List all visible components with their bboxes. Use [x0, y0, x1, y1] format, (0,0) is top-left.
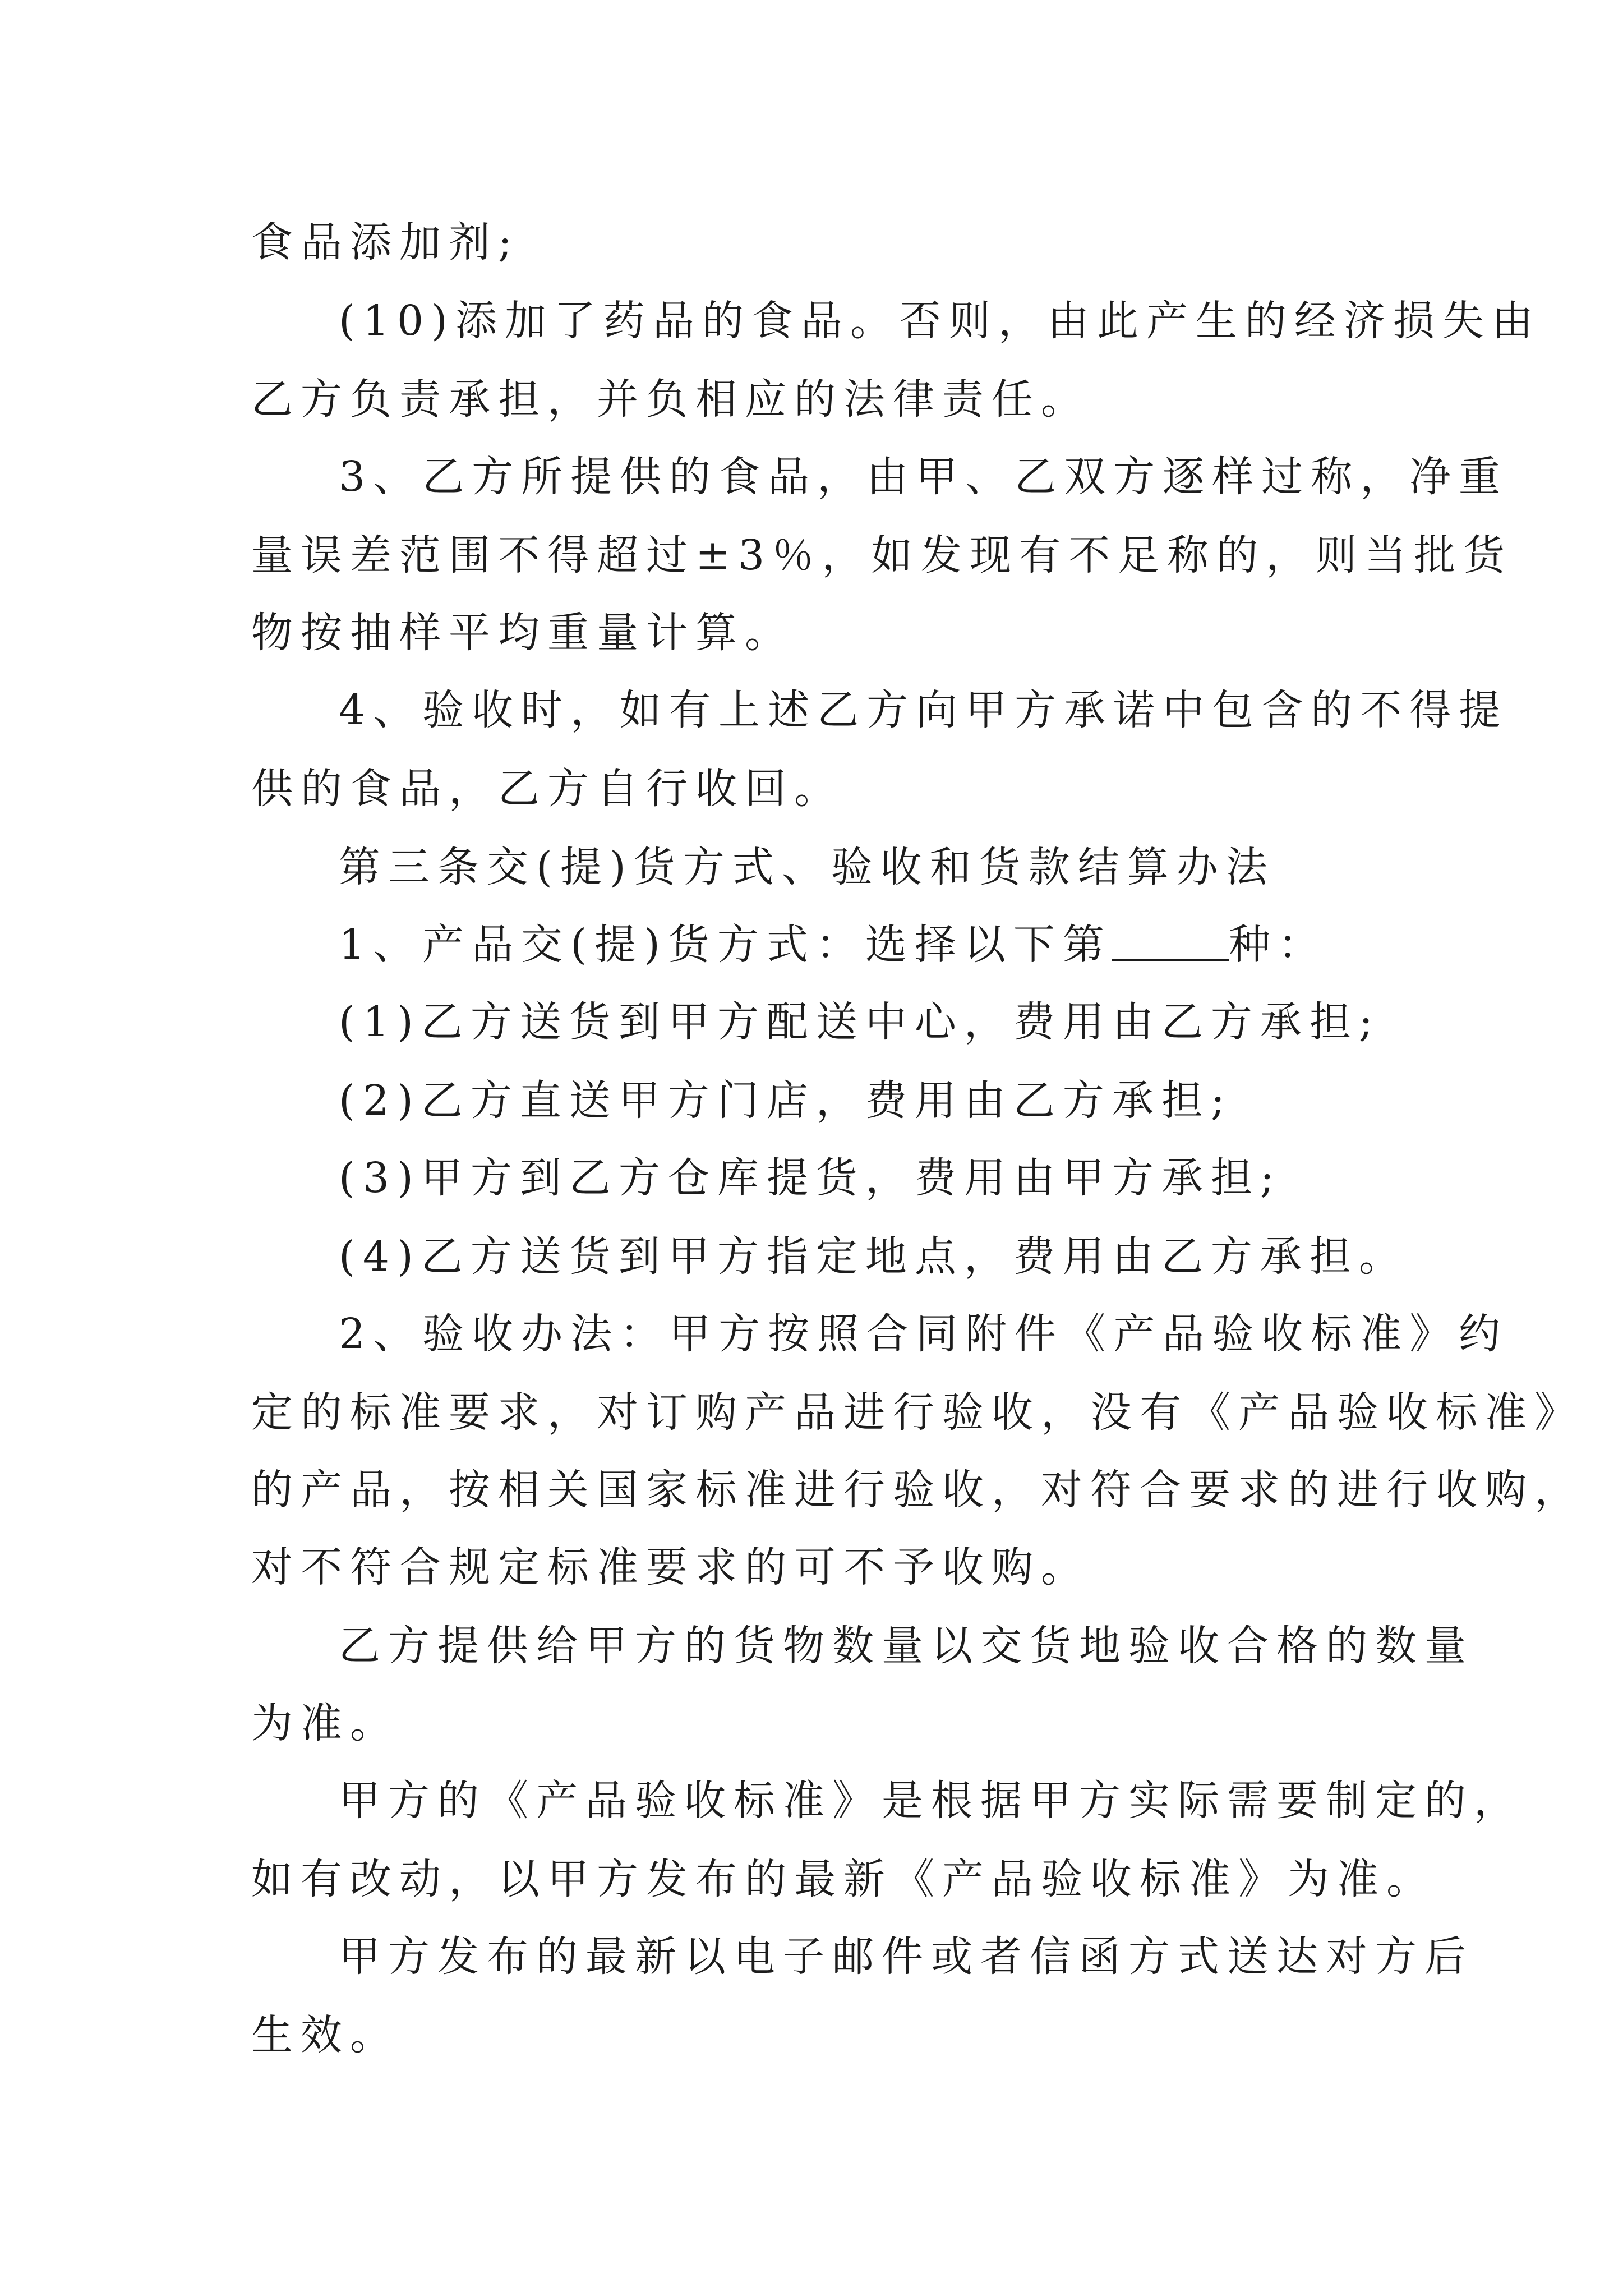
fill-in-blank: [1112, 917, 1229, 961]
text-line: 定的标准要求，对订购产品进行验收，没有《产品验收标准》: [251, 1388, 1584, 1437]
text-line: 物按抽样平均重量计算。: [251, 609, 794, 657]
text-line: (2)乙方直送甲方门店，费用由乙方承担;: [339, 1076, 1233, 1125]
text-line: 供的食品，乙方自行收回。: [251, 765, 843, 813]
text-line: (1)乙方送货到甲方配送中心，费用由乙方承担;: [339, 998, 1381, 1046]
text-line: 4、验收时，如有上述乙方向甲方承诺中包含的不得提: [339, 686, 1509, 734]
section-heading: 第三条交(提)货方式、验收和货款结算办法: [339, 843, 1275, 891]
text-line: 乙方负责承担，并负相应的法律责任。: [251, 375, 1090, 424]
blank-prefix: 1、产品交(提)货方式：选择以下第: [339, 921, 1112, 969]
blank-suffix: 种：: [1228, 921, 1327, 969]
text-line: 2、验收办法：甲方按照合同附件《产品验收标准》约: [339, 1310, 1509, 1358]
text-line: 生效。: [251, 2011, 399, 2059]
text-line: 甲方的《产品验收标准》是根据甲方实际需要制定的，: [339, 1777, 1523, 1825]
text-line: (4)乙方送货到甲方指定地点，费用由乙方承担。: [339, 1232, 1408, 1281]
text-line: 对不符合规定标准要求的可不予收购。: [251, 1543, 1090, 1591]
text-line: 甲方发布的最新以电子邮件或者信函方式送达对方后: [339, 1932, 1474, 1981]
text-line: 乙方提供给甲方的货物数量以交货地验收合格的数量: [339, 1622, 1474, 1670]
text-line: 为准。: [251, 1699, 399, 1747]
text-line: 3、乙方所提供的食品，由甲、乙双方逐样过称，净重: [339, 453, 1509, 501]
text-line: 如有改动，以甲方发布的最新《产品验收标准》为准。: [251, 1855, 1436, 1903]
text-line: (3)甲方到乙方仓库提货，费用由甲方承担;: [339, 1154, 1282, 1202]
text-line-with-blank: [339, 917, 1327, 973]
text-line: 量误差范围不得超过±3％，如发现有不足称的，则当批货: [251, 531, 1513, 579]
text-line: 的产品，按相关国家标准进行验收，对符合要求的进行收购，: [251, 1466, 1584, 1514]
text-line: 食品添加剂;: [251, 218, 520, 266]
text-line: (10)添加了药品的食品。否则，由此产生的经济损失由: [339, 297, 1541, 345]
